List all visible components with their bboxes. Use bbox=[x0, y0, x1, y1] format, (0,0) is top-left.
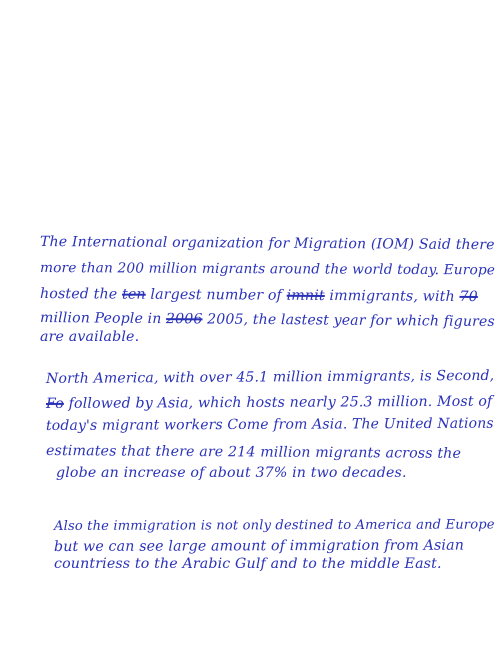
handwritten-text: estimates that there are 214 million migrants across the bbox=[45, 443, 462, 462]
text-line bbox=[40, 235, 495, 252]
handwritten-text: followed by Asia, which hosts nearly 25.3 million. Most of bbox=[68, 393, 493, 412]
handwritten-text: countriess to the Arabic Gulf and to the middle East. bbox=[54, 556, 442, 572]
text-line bbox=[54, 518, 495, 533]
handwritten-text: immigrants, with bbox=[329, 288, 460, 305]
struck-text: 2006 bbox=[166, 311, 203, 328]
handwritten-text: million People in bbox=[39, 310, 167, 328]
text-line bbox=[46, 417, 494, 433]
text-line bbox=[54, 557, 442, 571]
text-line bbox=[54, 539, 464, 555]
handwritten-text: hosted the bbox=[39, 286, 123, 303]
handwritten-text: North America, with over 45.1 million immigrants, is Second, bbox=[45, 367, 495, 387]
text-line bbox=[46, 369, 494, 386]
text-line bbox=[56, 466, 407, 480]
handwritten-text: globe an increase of about 37% in two decades. bbox=[56, 465, 407, 481]
handwritten-text: The International organization for Migration (IOM) Said there bbox=[39, 234, 495, 254]
handwritten-text: Also the immigration is not only destined to America and Europe bbox=[53, 517, 495, 534]
text-line bbox=[46, 395, 493, 412]
handwritten-text: are available. bbox=[40, 329, 140, 345]
text-line bbox=[40, 262, 495, 278]
struck-text: Fo bbox=[45, 395, 64, 412]
struck-text: ten bbox=[121, 286, 146, 303]
handwritten-text: largest number of bbox=[150, 286, 287, 304]
handwritten-text: but we can see large amount of immigration from Asian bbox=[53, 537, 465, 555]
handwritten-text: today's migrant workers Come from Asia. The United Nations bbox=[45, 415, 494, 434]
handwritten-text: 2005, the lastest year for which figures bbox=[207, 311, 495, 330]
handwritten-text: more than 200 million migrants around the world today. Europe bbox=[39, 260, 496, 279]
struck-text: 70 bbox=[459, 288, 478, 306]
text-line bbox=[40, 330, 139, 344]
text-line bbox=[40, 311, 495, 329]
text-line bbox=[40, 287, 478, 304]
text-line bbox=[46, 444, 461, 461]
struck-text: imnit bbox=[286, 287, 325, 304]
